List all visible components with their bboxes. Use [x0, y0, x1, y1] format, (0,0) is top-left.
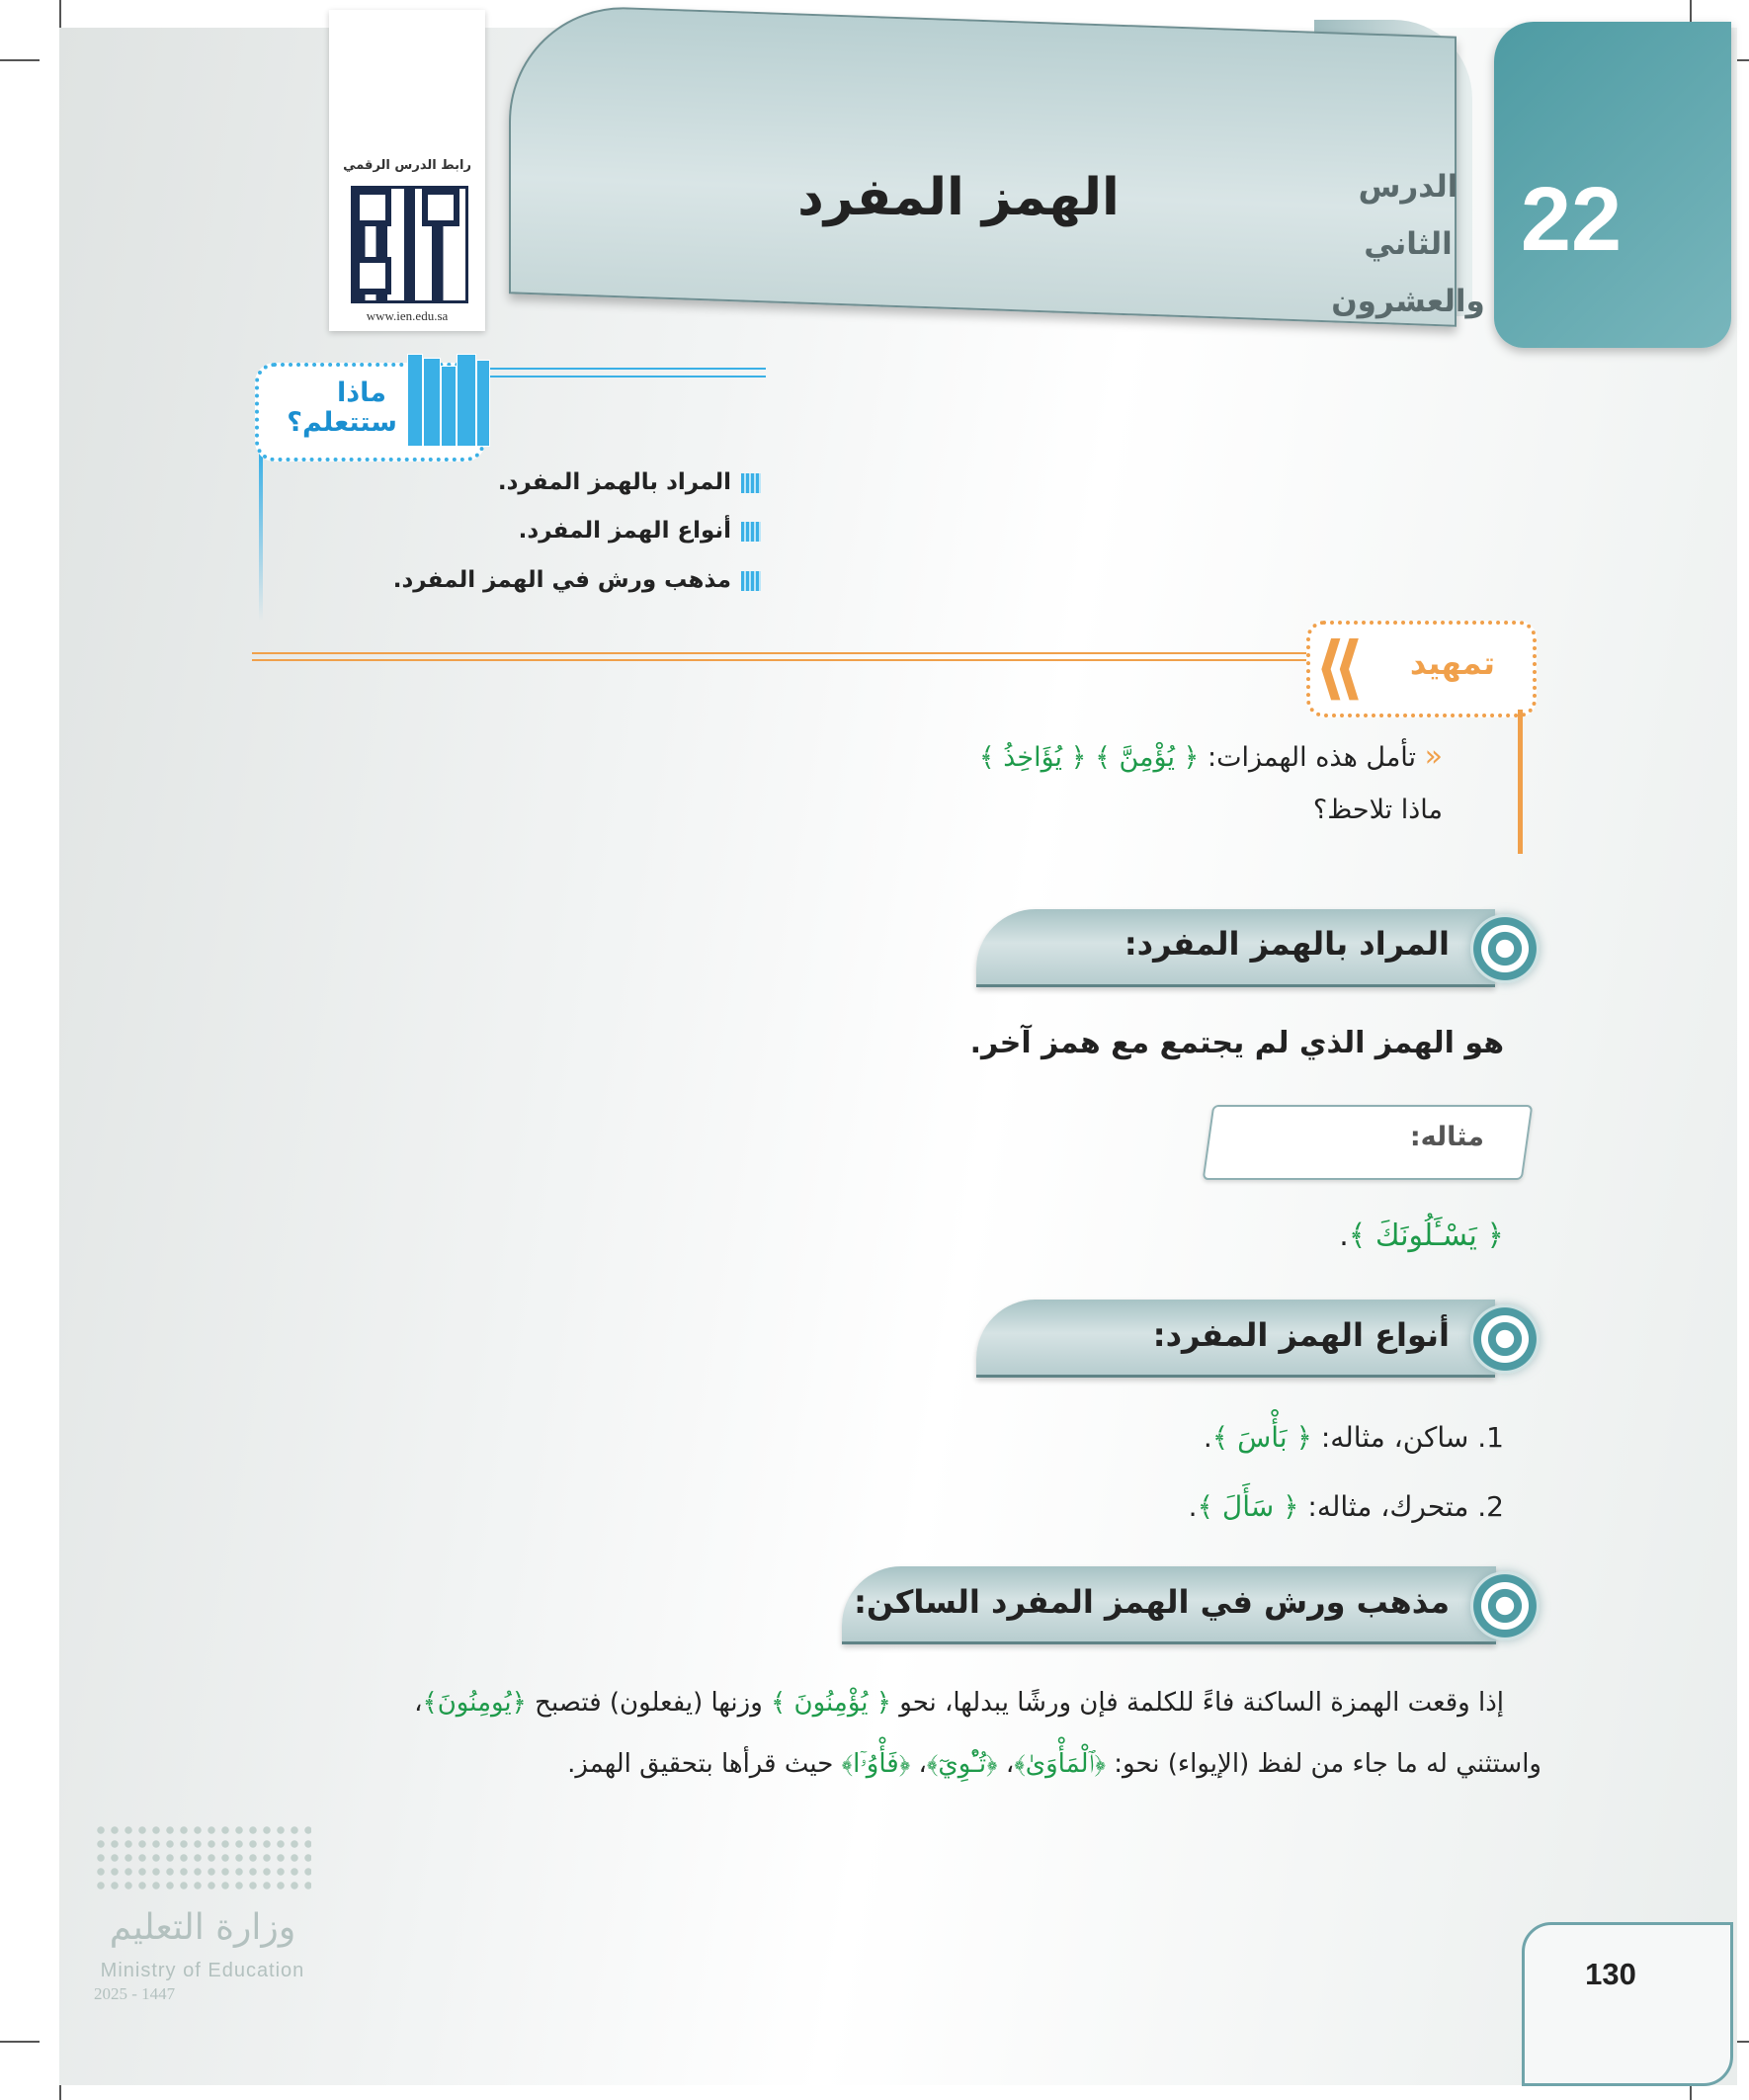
definition-text: هو الهمز الذي لم يجتمع مع همز آخر. — [969, 1026, 1504, 1060]
objective-item: المراد بالهمز المفرد. — [168, 469, 761, 495]
ministry-logo-icon — [94, 1823, 311, 1892]
quran-word: ﴿ يُؤَاخِذُ ﴾ — [978, 742, 1087, 773]
intro-line-1: « تأمل هذه الهمزات: ﴿ يُؤْمِنَّ ﴾ ﴿ يُؤَاخِذُ ﴾ — [978, 739, 1443, 774]
books-icon — [423, 358, 441, 447]
quran-word: ﴿ بَأْسَ ﴾ — [1211, 1421, 1312, 1454]
quran-word: ﴿تُـْٔوِيٓ﴾ — [926, 1749, 998, 1779]
book-bullet-icon — [741, 571, 761, 591]
rosette-icon — [1470, 1304, 1540, 1374]
double-chevron-icon: ⟪ — [1314, 627, 1365, 708]
section-heading: المراد بالهمز المفرد: — [1124, 925, 1450, 963]
intro-rule — [252, 652, 1311, 661]
crop-mark — [0, 59, 40, 61]
type-item: 1. ساكن، مثاله: ﴿ بَأْسَ ﴾. — [1203, 1421, 1504, 1454]
lesson-label: الدرس الثاني والعشرون — [1331, 169, 1485, 319]
qr-finder-icon — [422, 189, 459, 226]
objective-item: أنواع الهمز المفرد. — [168, 518, 761, 544]
page-number: 130 — [1585, 1957, 1636, 1991]
quran-word: ﴿ يَسْـَٔلُونَكَ ﴾ — [1348, 1218, 1504, 1253]
quran-word: ﴿ سَأَلَ ﴾ — [1197, 1490, 1299, 1523]
qr-label: رابط الدرس الرقمي — [343, 158, 471, 173]
example-label: مثاله: — [1409, 1122, 1484, 1152]
edition-year: 2025 - 1447 — [94, 1984, 176, 2003]
example-line: ﴿ يَسْـَٔلُونَكَ ﴾. — [1339, 1218, 1504, 1253]
books-icon — [407, 354, 423, 447]
section-heading: أنواع الهمز المفرد: — [1152, 1316, 1450, 1354]
quran-word: ﴿فَأْوُۥٓا﴾ — [841, 1749, 911, 1779]
lesson-title: الهمز المفرد — [797, 168, 1120, 227]
rule-paragraph-line-1: إذا وقعت الهمزة الساكنة فاءً للكلمة فإن ورشًا يبدلها، نحو ﴿ يُؤْمِنُونَ ﴾ وزنها (يفعلون) فتصبح ﴿يُومِنُونَ﴾، — [414, 1688, 1504, 1718]
title-banner — [509, 3, 1457, 326]
intro-side-rule — [1518, 710, 1523, 854]
intro-line-2: ماذا تلاحظ؟ — [1312, 795, 1443, 825]
rosette-icon — [1470, 914, 1540, 983]
rosette-icon — [1470, 1571, 1540, 1640]
qr-finder-icon — [354, 257, 391, 294]
quran-word: ﴿ يُؤْمِنُونَ ﴾ — [771, 1688, 891, 1718]
objective-item: مذهب ورش في الهمز المفرد. — [168, 567, 761, 593]
ministry-name-en: Ministry of Education — [100, 1960, 305, 1981]
intro-heading: تمهيد — [1409, 644, 1496, 682]
chevron-bullet-icon: « — [1424, 739, 1443, 774]
book-bullet-icon — [741, 522, 761, 542]
type-item: 2. متحرك، مثاله: ﴿ سَأَلَ ﴾. — [1188, 1490, 1504, 1523]
crop-mark — [0, 2041, 40, 2043]
objectives-heading: ماذا ستتعلم؟ — [287, 378, 397, 438]
digital-link-url[interactable]: www.ien.edu.sa — [366, 308, 449, 323]
book-bullet-icon — [741, 473, 761, 493]
section-heading: مذهب ورش في الهمز المفرد الساكن: — [854, 1583, 1450, 1621]
objectives-rule — [484, 368, 766, 378]
qr-finder-icon — [354, 189, 391, 226]
quran-word: ﴿ٱلْمَأْوَىٰ﴾ — [1014, 1749, 1107, 1779]
books-icon — [476, 360, 490, 447]
books-icon — [457, 354, 476, 447]
page-number-box — [1522, 1922, 1733, 2086]
books-icon — [441, 366, 457, 447]
rule-paragraph-line-2: واستثني له ما جاء من لفظ (الإيواء) نحو: ﴿ٱلْمَأْوَىٰ﴾، ﴿تُـْٔوِيٓ﴾، ﴿فَأْوُۥٓا﴾ حيث قرأها بتحقيق الهمز. — [567, 1749, 1541, 1779]
quran-word: ﴿يُومِنُونَ﴾ — [422, 1688, 527, 1718]
lesson-number: 22 — [1520, 169, 1623, 270]
ministry-name-ar: وزارة التعليم — [109, 1907, 296, 1948]
quran-word: ﴿ يُؤْمِنَّ ﴾ — [1095, 742, 1200, 773]
